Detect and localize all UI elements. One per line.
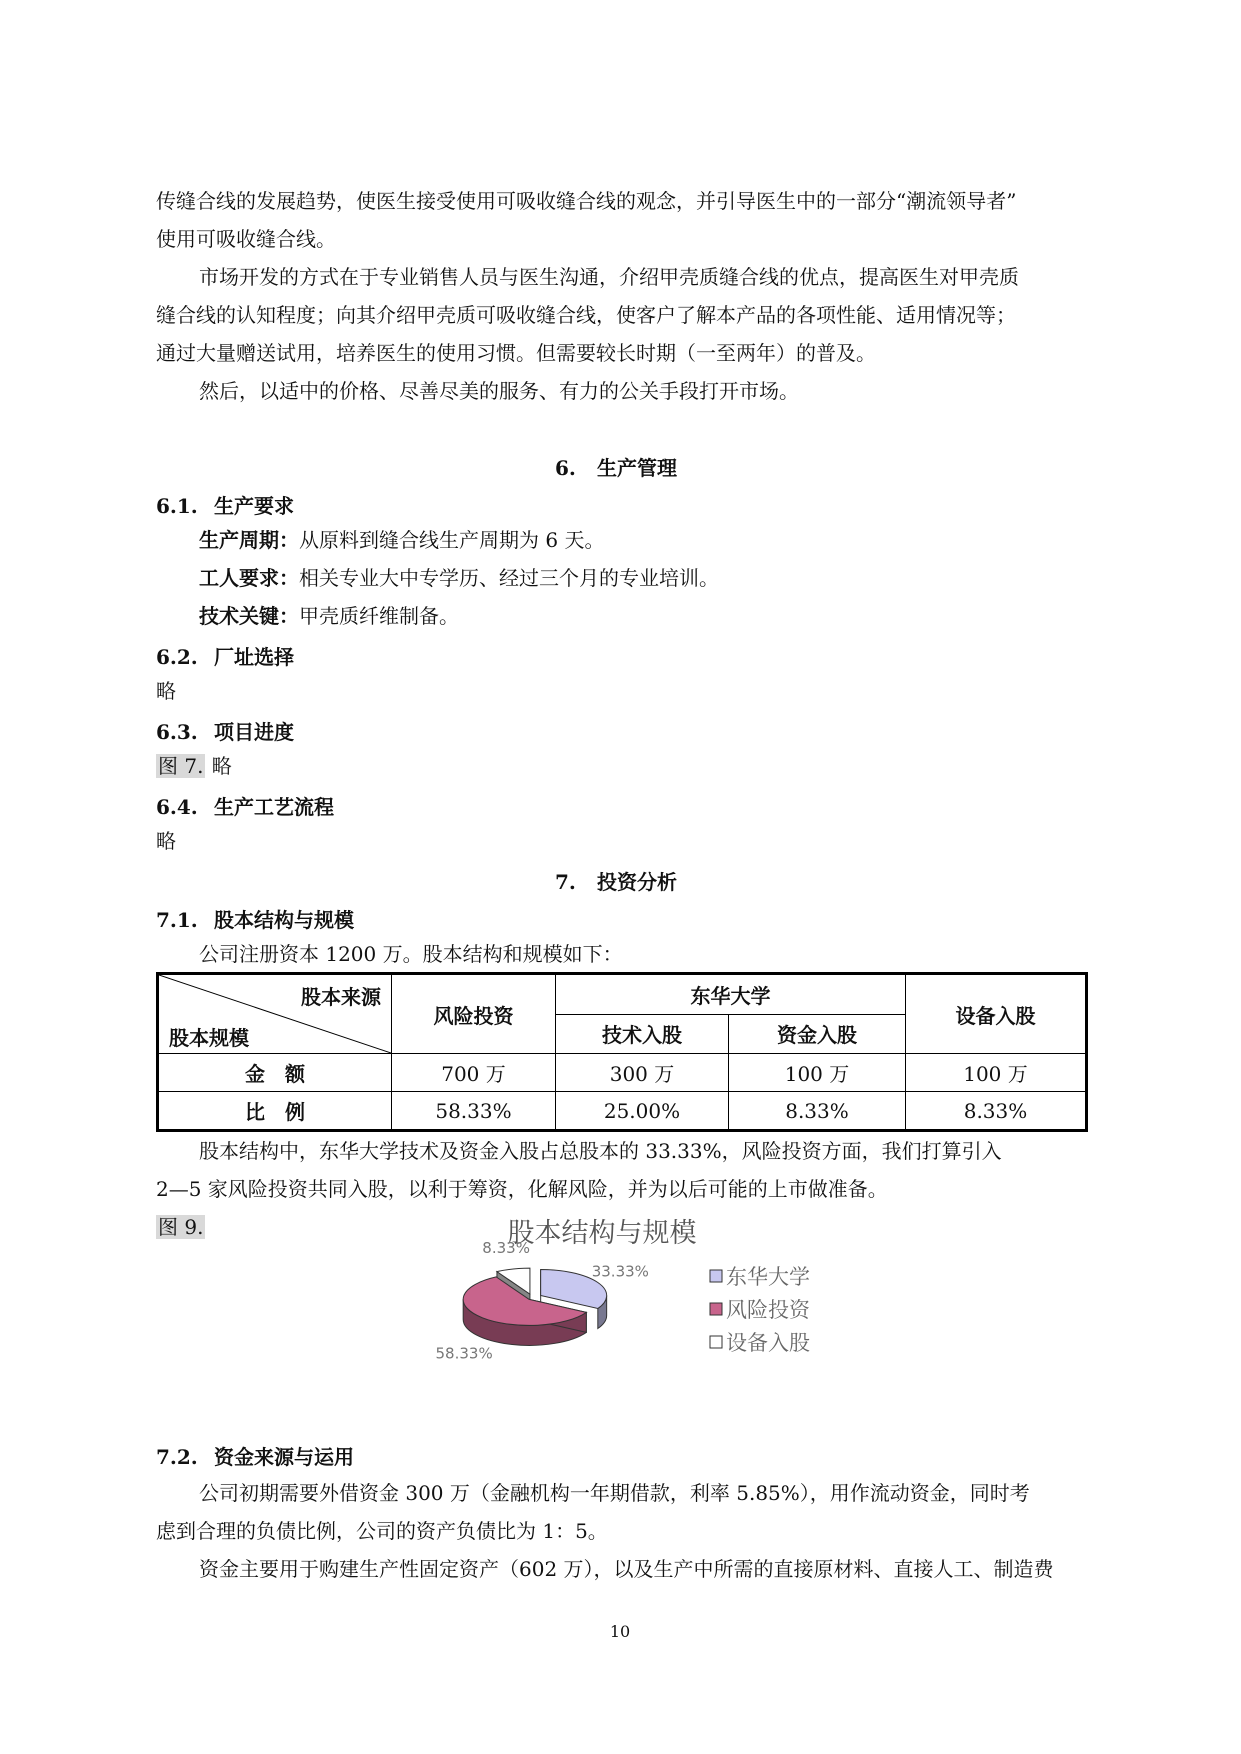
table-row (158, 1054, 1087, 1092)
requirement-label: 工人要求： (199, 566, 299, 590)
subsection-heading-7-2 (156, 1441, 354, 1470)
subsection-title: 生产工艺流程 (214, 795, 334, 819)
paragraph-line: 资金主要用于购建生产性固定资产（602 万），以及生产中所需的直接原材料、直接人工、制造费 (199, 1557, 1054, 1581)
requirement-text: 甲壳质纤维制备。 (299, 604, 459, 628)
paragraph-line: 2—5 家风险投资共同入股，以利于筹资，化解风险，并为以后可能的上市做准备。 (156, 1177, 888, 1201)
pie-data-label: 58.33% (435, 1344, 493, 1363)
equity-pie-chart (420, 1210, 920, 1415)
table-cell: 58.33% (392, 1092, 556, 1131)
chart-title: 股本结构与规模 (507, 1218, 697, 1249)
row-header-amount: 金 额 (158, 1054, 392, 1092)
subsection-heading-6-1 (156, 490, 294, 519)
section-heading-6 (555, 452, 677, 481)
requirement-label: 技术关键： (199, 604, 299, 628)
paragraph-line: 略 (156, 679, 176, 703)
col-header-equip: 设备入股 (906, 974, 1087, 1054)
figure-caption-7 (156, 747, 232, 785)
requirement-line (199, 521, 604, 559)
paragraph-line: 然后，以适中的价格、尽善尽美的服务、有力的公关手段打开市场。 (199, 379, 799, 403)
requirement-text: 相关专业大中专学历、经过三个月的专业培训。 (299, 566, 719, 590)
row-header-ratio: 比 例 (158, 1092, 392, 1131)
subsection-title: 厂址选择 (214, 645, 294, 669)
requirement-text: 从原料到缝合线生产周期为 6 天。 (299, 528, 605, 552)
legend-label: 设备入股 (726, 1331, 810, 1355)
table-cell: 25.00% (556, 1092, 729, 1131)
col-header-tech: 技术入股 (556, 1014, 729, 1053)
section-number: 6. (555, 456, 576, 480)
table-cell: 300 万 (556, 1054, 729, 1092)
legend-swatch (710, 1336, 722, 1348)
paragraph-line: 公司初期需要外借资金 300 万（金融机构一年期借款，利率 5.85%），用作流动资金，同时考 (199, 1481, 1030, 1505)
paragraph-line: 股本结构中，东华大学技术及资金入股占总股本的 33.33%，风险投资方面，我们打算引入 (199, 1139, 1002, 1163)
subsection-number: 6.2. (156, 645, 198, 669)
legend-label: 风险投资 (726, 1298, 810, 1322)
table-cell: 8.33% (729, 1092, 906, 1131)
table-row (158, 1092, 1087, 1131)
table-cell: 8.33% (906, 1092, 1087, 1131)
subsection-title: 股本结构与规模 (214, 908, 354, 932)
paragraph-line: 使用可吸收缝合线。 (156, 227, 336, 251)
diag-bottom-label: 股本规模 (169, 1026, 249, 1050)
col-header-risk: 风险投资 (392, 974, 556, 1054)
paragraph-line: 传缝合线的发展趋势，使医生接受使用可吸收缝合线的观念，并引导医生中的一部分“潮流领导者” (156, 189, 1017, 213)
subsection-title: 项目进度 (214, 720, 294, 744)
subsection-number: 6.3. (156, 720, 198, 744)
col-header-donghua: 东华大学 (556, 974, 906, 1015)
subsection-heading-7-1 (156, 904, 354, 933)
section-heading-7 (555, 866, 677, 895)
subsection-heading-6-2 (156, 641, 294, 670)
col-header-fund: 资金入股 (729, 1014, 906, 1053)
page-number: 10 (609, 1622, 631, 1641)
requirement-line (199, 559, 719, 597)
subsection-title: 资金来源与运用 (214, 1445, 354, 1469)
requirement-label: 生产周期： (199, 528, 299, 552)
figure-label: 图 9. (158, 1215, 204, 1239)
pie-data-label: 8.33% (482, 1238, 530, 1257)
figure-label: 图 7. (158, 754, 204, 778)
paragraph-line: 虑到合理的负债比例，公司的资产负债比为 1：5。 (156, 1519, 608, 1543)
subsection-number: 6.1. (156, 494, 198, 518)
table-cell: 100 万 (906, 1054, 1087, 1092)
paragraph-line: 公司注册资本 1200 万。股本结构和规模如下： (199, 942, 623, 966)
paragraph-line: 市场开发的方式在于专业销售人员与医生沟通，介绍甲壳质缝合线的优点，提高医生对甲壳质 (199, 265, 1019, 289)
section-title: 生产管理 (597, 456, 677, 480)
diag-top-label: 股本来源 (301, 985, 381, 1009)
paragraph-line: 略 (156, 829, 176, 853)
table-cell: 700 万 (392, 1054, 556, 1092)
figure-text: 略 (205, 754, 232, 778)
legend-swatch (710, 1303, 722, 1315)
subsection-number: 6.4. (156, 795, 198, 819)
subsection-heading-6-4 (156, 791, 334, 820)
subsection-number: 7.1. (156, 908, 198, 932)
figure-caption-9 (156, 1208, 205, 1246)
paragraph-line: 缝合线的认知程度；向其介绍甲壳质可吸收缝合线，使客户了解本产品的各项性能、适用情况等； (156, 303, 1016, 327)
table-diagonal-header (158, 974, 392, 1054)
paragraph-line: 通过大量赠送试用，培养医生的使用习惯。但需要较长时期（一至两年）的普及。 (156, 341, 876, 365)
requirement-line (199, 597, 459, 635)
table-cell: 100 万 (729, 1054, 906, 1092)
subsection-heading-6-3 (156, 716, 294, 745)
section-title: 投资分析 (597, 870, 677, 894)
equity-table (156, 972, 1088, 1132)
section-number: 7. (555, 870, 576, 894)
subsection-number: 7.2. (156, 1445, 198, 1469)
subsection-title: 生产要求 (214, 494, 294, 518)
legend-label: 东华大学 (726, 1265, 810, 1289)
pie-data-label: 33.33% (591, 1262, 649, 1281)
legend-swatch (710, 1270, 722, 1282)
